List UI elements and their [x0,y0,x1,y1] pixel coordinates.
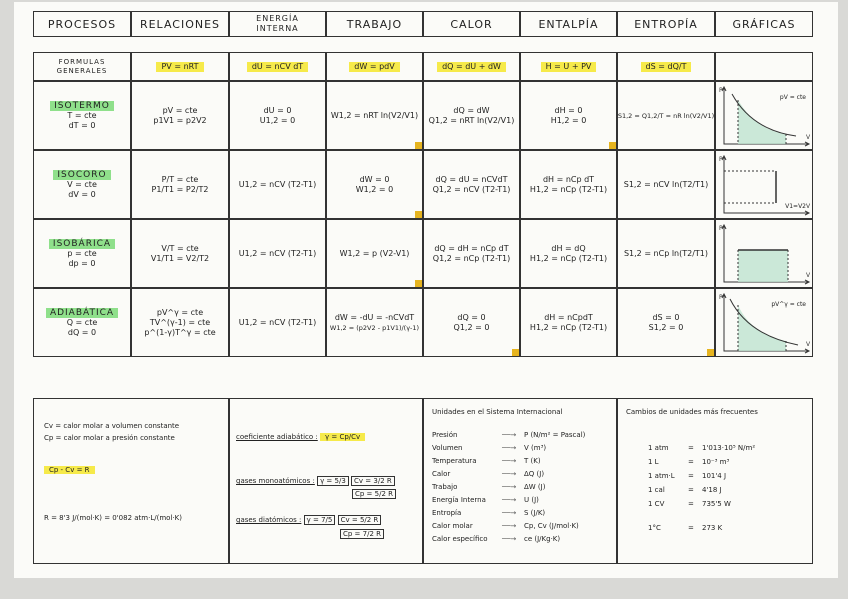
energia-formula: U1,2 = nCV (T2-T1) [238,248,317,258]
entalpia-cell [520,81,617,150]
entropia-formula: S1,2 = Q1,2/T = nR ln(V2/V1) [617,111,715,120]
conversion-row: 1 atm·L = 101'4 J [648,469,808,483]
calor-cell [423,150,520,219]
process-name: ISOCORO [53,170,110,180]
formula-entalpia: H = U + PV [541,62,597,72]
header-energia-interna-label: ENERGÍA INTERNA [256,14,299,33]
process-cell [33,219,131,288]
calor-formula: Q1,2 = nRT ln(V2/V1) [428,115,515,125]
process-cell [33,150,131,219]
entalpia-formula: dH = nCp dT [542,174,595,184]
arrow-icon: ──→ [502,496,517,504]
corner-marker [415,142,422,149]
arrow-icon: ──→ [502,470,517,478]
process-cond2: dV = 0 [68,189,96,199]
unit-name: Calor específico [432,535,488,543]
header-procesos [33,11,131,37]
unit-name: Entropía [432,509,462,517]
formula-relaciones-cell [131,52,229,81]
adiabatic-cell [229,398,423,564]
units-title: Unidades en el Sistema Internacional [432,408,563,416]
entropia-formula: S1,2 = 0 [648,322,684,332]
svg-text:P: P [719,87,723,94]
process-cond1: V = cte [67,179,97,189]
rel-formula: pV^γ = cte [156,307,204,317]
pv-diagram [716,220,812,287]
rel-cell [131,150,229,219]
legend-cell [33,398,229,564]
svg-text:P: P [719,156,723,163]
unit-row [432,533,614,546]
process-cell [33,81,131,150]
formula-entropia-cell [617,52,715,81]
mono-label: gases monoatómicos : [236,477,315,485]
calor-formula: Q1,2 = nCp (T2-T1) [432,253,511,263]
unit-value: S (J/K) [524,509,546,517]
calor-formula: dQ = dW [453,105,490,115]
formula-entalpia-cell [520,52,617,81]
svg-text:P: P [719,225,723,232]
header-entropia [617,11,715,37]
energia-cell [229,150,326,219]
arrow-icon: ──→ [502,522,517,530]
conversion-to: 735'5 W [702,500,731,508]
svg-text:V: V [806,134,811,141]
process-cond2: dp = 0 [68,258,96,268]
entalpia-formula: H1,2 = nCp (T2-T1) [529,184,608,194]
header-graficas [715,11,813,37]
calor-cell [423,288,520,357]
formula-trabajo: dW = pdV [349,62,399,72]
unit-value: Cp, Cv (J/mol·K) [524,522,579,530]
trabajo-cell [326,81,423,150]
unit-row [432,507,614,520]
header-trabajo-label: TRABAJO [346,17,403,31]
graph-cell [715,288,813,357]
unit-value: U (J) [524,496,539,504]
unit-row [432,520,614,533]
process-cond1: p = cte [67,248,97,258]
calor-cell [423,219,520,288]
unit-value: P (N/m² = Pascal) [524,431,586,439]
trabajo-formula: W1,2 = nRT ln(V2/V1) [330,110,419,120]
process-cell [33,288,131,357]
legend-mayer: Cp - Cv = R [44,466,95,474]
header-calor [423,11,520,37]
entalpia-cell [520,150,617,219]
entalpia-formula: H1,2 = 0 [550,115,587,125]
energia-formula: dU = 0 [263,105,292,115]
trabajo-cell [326,150,423,219]
rel-cell [131,288,229,357]
unit-row [432,468,614,481]
entropia-cell [617,81,715,150]
energia-cell [229,219,326,288]
header-procesos-label: PROCESOS [47,17,117,31]
arrow-icon: ──→ [502,535,517,543]
svg-text:P: P [719,294,723,301]
legend-r-value: R = 8'3 J/(mol·K) = 0'082 atm·L/(mol·K) [44,514,182,522]
trabajo-formula: dW = 0 [359,174,390,184]
rel-formula: p1V1 = p2V2 [153,115,207,125]
adiabatic-coef: γ = Cp/Cv [320,433,365,441]
unit-value: ΔW (J) [524,483,546,491]
corner-marker [707,349,714,356]
header-entropia-label: ENTROPÍA [634,17,698,31]
adiabatic-coef-label: coeficiente adiabático : [236,433,318,441]
units-cell [423,398,617,564]
arrow-icon: ──→ [502,457,517,465]
entropia-cell [617,219,715,288]
arrow-icon: ──→ [502,509,517,517]
formula-calor-cell [423,52,520,81]
unit-row [432,494,614,507]
entropia-formula: dS = 0 [652,312,680,322]
formula-energia: dU = nCV dT [247,62,308,72]
corner-marker [415,280,422,287]
unit-value: T (K) [524,457,541,465]
conversion-from: 1 CV [648,500,665,508]
calor-formula: dQ = dU = nCVdT [435,174,508,184]
calor-formula: Q1,2 = 0 [453,322,490,332]
conversion-from: 1 atm·L [648,472,675,480]
svg-text:V: V [806,272,811,279]
svg-text:V: V [806,203,811,210]
rel-cell [131,81,229,150]
trabajo-formula: dW = -dU = -nCVdT [334,312,415,322]
formulas-label-cell [33,52,131,81]
di-label: gases diatómicos : [236,516,302,524]
corner-marker [512,349,519,356]
conversion-row: 1 CV = 735'5 W [648,497,808,511]
trabajo-formula: W1,2 = 0 [355,184,394,194]
formula-energia-cell [229,52,326,81]
unit-value: V (m³) [524,444,547,452]
header-calor-label: CALOR [450,17,493,31]
conversion-to: 273 K [702,524,723,532]
unit-name: Calor [432,470,451,478]
unit-name: Temperatura [432,457,477,465]
process-name: ADIABÁTICA [46,308,118,318]
unit-row [432,442,614,455]
rel-formula: p^(1-γ)T^γ = cte [144,327,216,337]
unit-row [432,429,614,442]
rel-formula: TV^(γ-1) = cte [149,317,211,327]
conversion-row: 1 L = 10⁻³ m³ [648,455,808,469]
legend-cp: Cp = calor molar a presión constante [44,434,175,442]
conversion-from: 1 L [648,458,659,466]
conversion-from: 1 atm [648,444,669,452]
energia-formula: U1,2 = nCV (T2-T1) [238,179,317,189]
unit-row [432,481,614,494]
entalpia-formula: dH = nCpdT [544,312,593,322]
corner-marker [609,142,616,149]
rel-formula: P/T = cte [161,174,199,184]
entropia-cell [617,288,715,357]
unit-row [432,455,614,468]
entropia-formula: S1,2 = nCp ln(T2/T1) [623,248,709,258]
process-cond1: T = cte [67,110,97,120]
trabajo-cell [326,219,423,288]
unit-name: Calor molar [432,522,473,530]
process-name: ISOBÁRICA [49,239,115,249]
conversions-title: Cambios de unidades más frecuentes [626,408,758,416]
legend-cv: Cv = calor molar a volumen constante [44,422,180,430]
entalpia-cell [520,288,617,357]
conversion-to: 1'013·10⁵ N/m² [702,444,756,452]
graph-label: pV^γ = cte [771,301,806,308]
entalpia-formula: H1,2 = nCp (T2-T1) [529,253,608,263]
process-cond2: dT = 0 [68,120,96,130]
unit-value: ce (J/Kg·K) [524,535,561,543]
formula-calor: dQ = dU + dW [437,62,506,72]
entalpia-formula: H1,2 = nCp (T2-T1) [529,322,608,332]
unit-value: ΔQ (J) [524,470,545,478]
conversion-to: 4'18 J [702,486,722,494]
rel-formula: pV = cte [162,105,198,115]
formula-grafica-cell [715,52,813,81]
energia-cell [229,81,326,150]
formula-entropia: dS = dQ/T [641,62,692,72]
unit-name: Volumen [432,444,463,452]
mono-cp: Cp = 5/2 R [352,489,396,499]
conversion-to: 10⁻³ m³ [702,458,730,466]
unit-name: Trabajo [432,483,458,491]
formula-relaciones: PV = nRT [156,62,203,72]
di-gamma: γ = 7/5 [304,515,336,525]
header-relaciones-label: RELACIONES [139,17,221,31]
calor-formula: dQ = 0 [457,312,486,322]
graph-cell [715,150,813,219]
calor-cell [423,81,520,150]
header-entalpia-label: ENTALPÍA [538,17,599,31]
graph-label: V1=V2 [785,203,806,210]
process-name: ISOTERMO [50,101,114,111]
unit-name: Energía Interna [432,496,486,504]
calor-formula: Q1,2 = nCV (T2-T1) [432,184,511,194]
entropia-cell [617,150,715,219]
corner-marker [415,211,422,218]
energia-cell [229,288,326,357]
entalpia-formula: dH = 0 [554,105,583,115]
svg-text:V: V [806,341,811,348]
mono-gamma: γ = 5/3 [317,476,349,486]
mono-cv: Cv = 3/2 R [351,476,395,486]
graph-label: pV = cte [779,94,806,101]
conversion-from: 1°C [648,524,661,532]
conversion-row: 1°C = 273 K [648,521,808,535]
entalpia-cell [520,219,617,288]
di-cp: Cp = 7/2 R [340,529,384,539]
header-trabajo [326,11,423,37]
entalpia-formula: dH = dQ [551,243,586,253]
formula-trabajo-cell [326,52,423,81]
graph-cell [715,219,813,288]
arrow-icon: ──→ [502,444,517,452]
rel-formula: V/T = cte [161,243,199,253]
energia-formula: U1,2 = 0 [259,115,296,125]
arrow-icon: ──→ [502,483,517,491]
conversions-cell [617,398,813,564]
process-cond1: Q = cte [66,317,98,327]
header-graficas-label: GRÁFICAS [732,17,796,31]
conversion-row: 1 atm = 1'013·10⁵ N/m² [648,441,808,455]
unit-name: Presión [432,431,458,439]
graph-cell [715,81,813,150]
calor-formula: dQ = dH = nCp dT [434,243,509,253]
conversion-to: 101'4 J [702,472,727,480]
trabajo-formula: W1,2 = (p2V2 - p1V1)/(γ-1) [329,323,420,332]
rel-cell [131,219,229,288]
di-cv: Cv = 5/2 R [338,515,382,525]
energia-formula: U1,2 = nCV (T2-T1) [238,317,317,327]
entropia-formula: S1,2 = nCV ln(T2/T1) [623,179,709,189]
header-entalpia [520,11,617,37]
trabajo-cell [326,288,423,357]
conversion-from: 1 cal [648,486,665,494]
formulas-label: FORMULAS GENERALES [56,57,108,75]
rel-formula: P1/T1 = P2/T2 [151,184,209,194]
rel-formula: V1/T1 = V2/T2 [150,253,210,263]
arrow-icon: ──→ [502,431,517,439]
header-energia-interna [229,11,326,37]
process-cond2: dQ = 0 [67,327,97,337]
header-relaciones [131,11,229,37]
conversion-row: 1 cal = 4'18 J [648,483,808,497]
trabajo-formula: W1,2 = p (V2-V1) [339,248,410,258]
